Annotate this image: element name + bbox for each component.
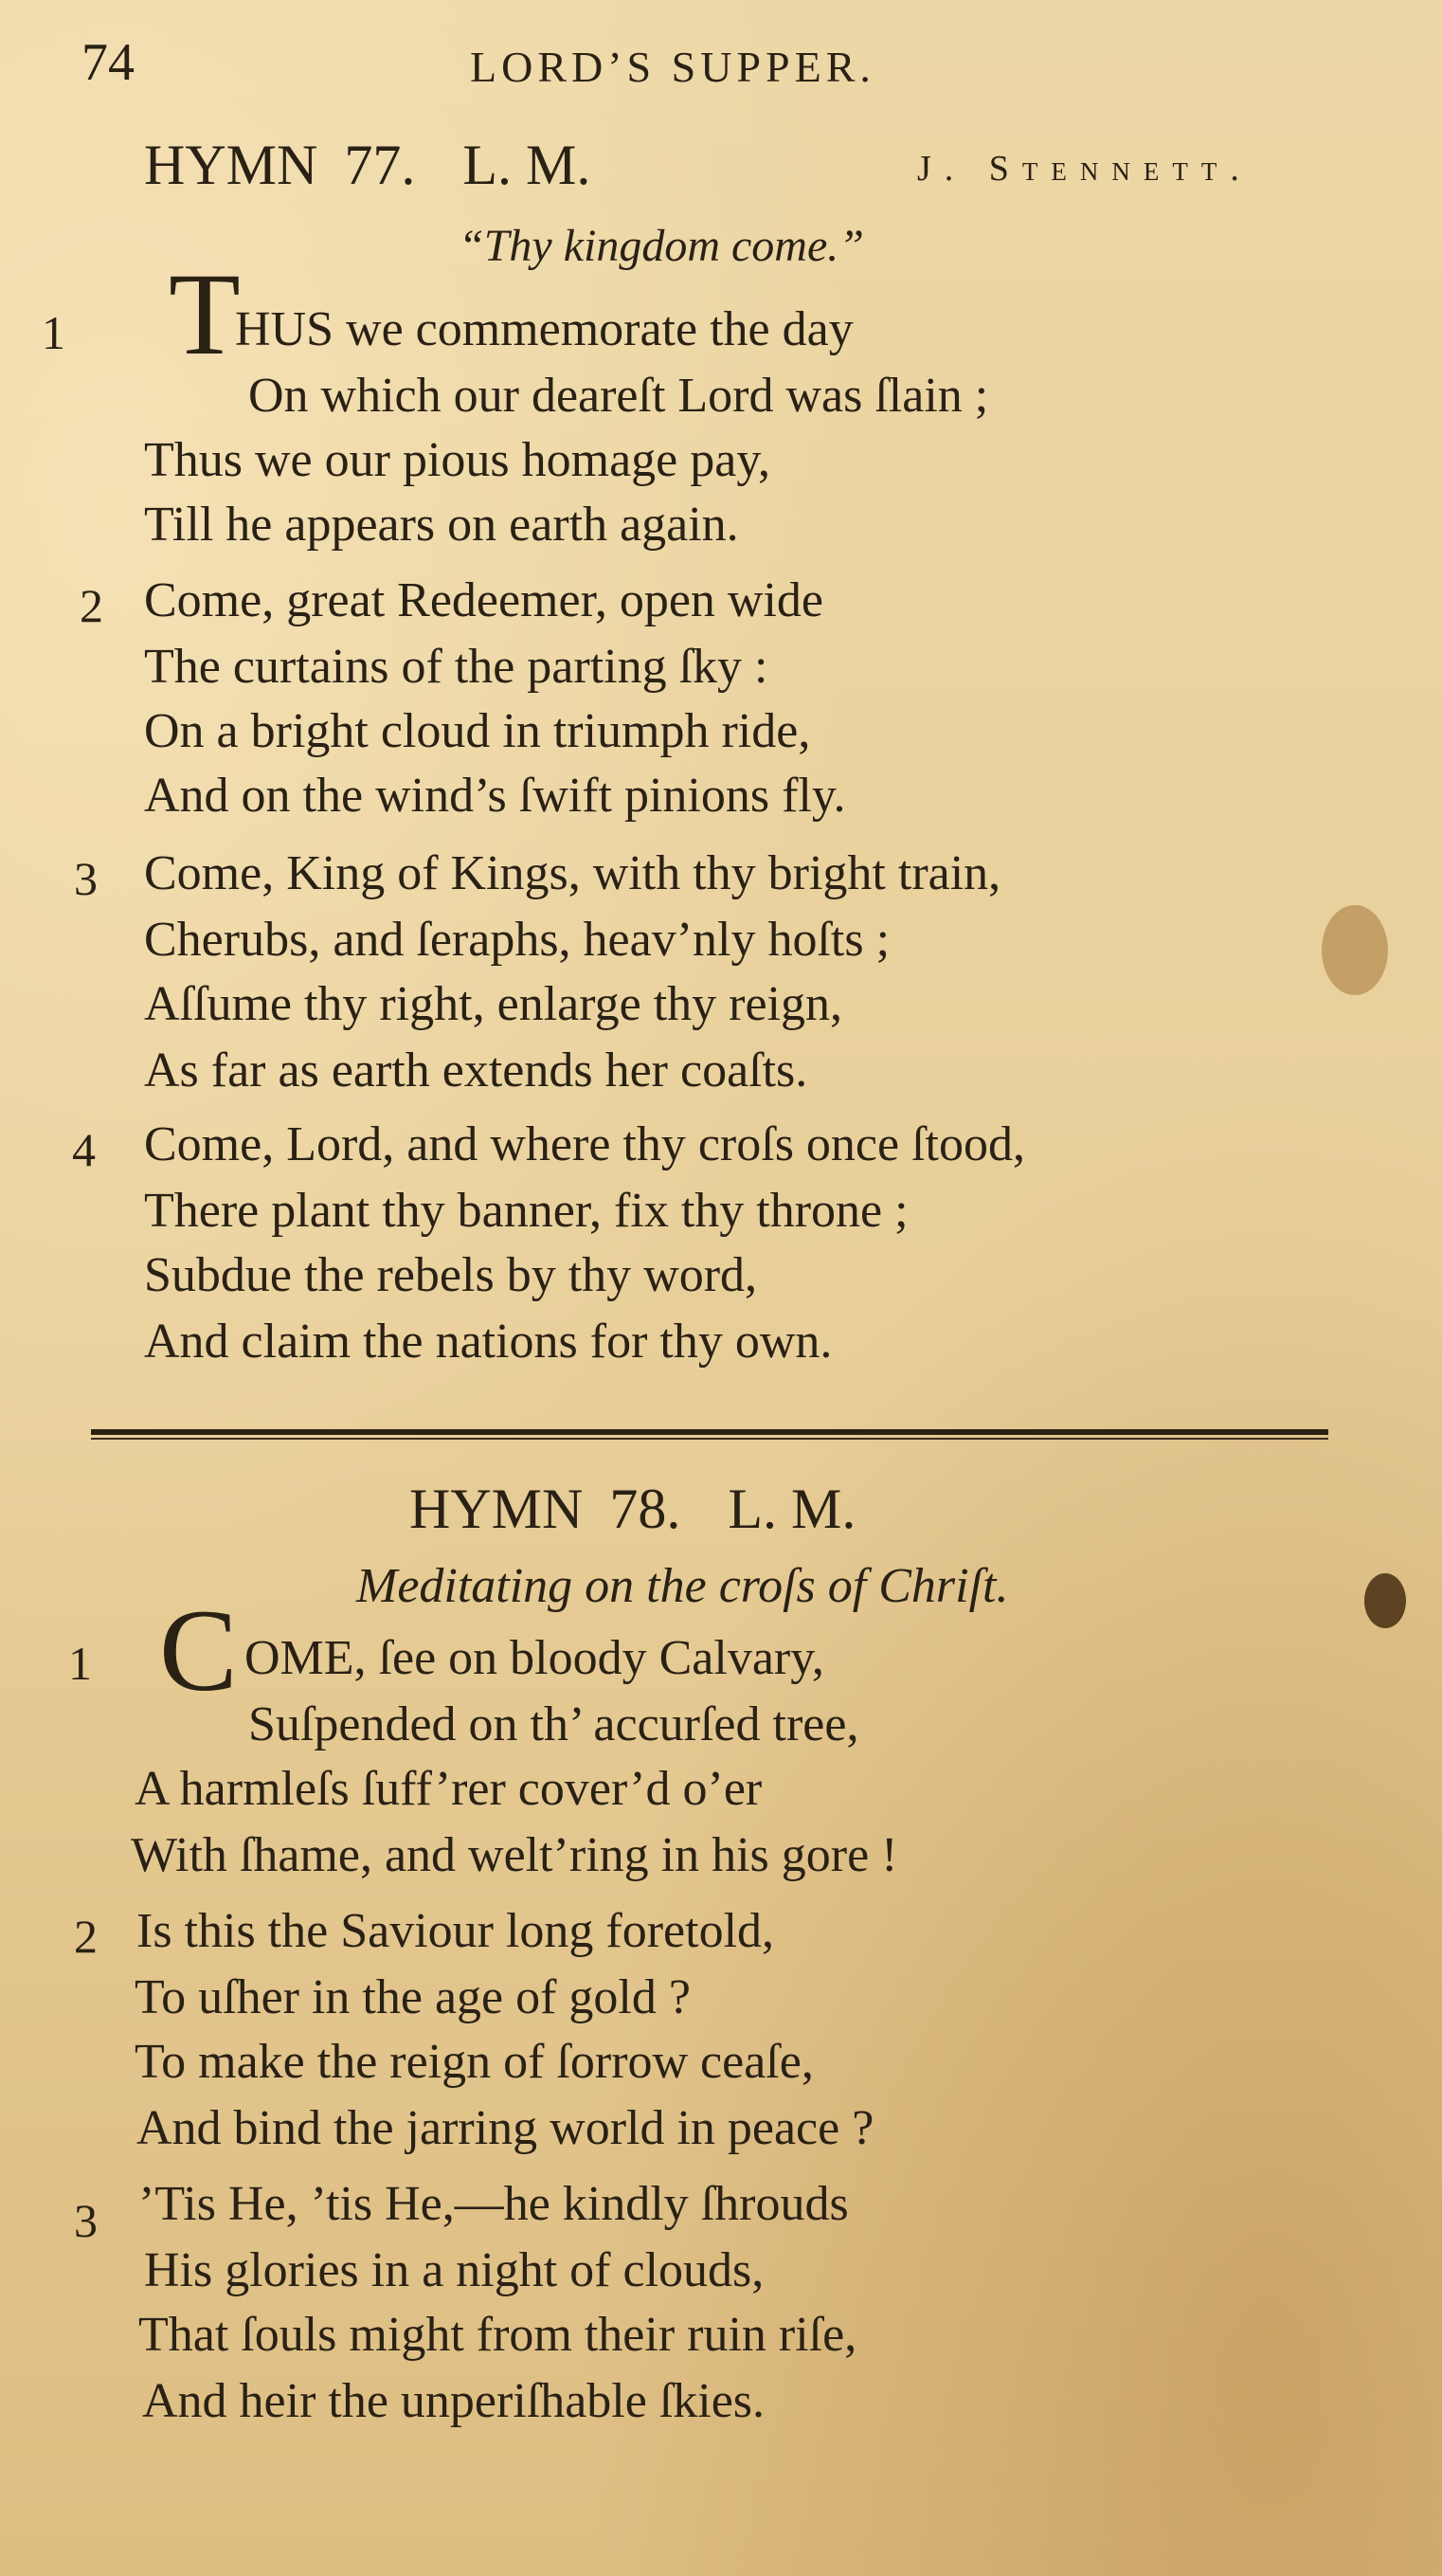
hymn-number: 77. <box>344 134 416 196</box>
verse-line: Come, great Redeemer, open wide <box>144 573 823 627</box>
verse-line: With ſhame, and welt’ring in his gore ! <box>131 1828 898 1882</box>
hymn-label: HYMN <box>409 1478 584 1540</box>
page-number: 74 <box>81 33 135 92</box>
verse-number: 3 <box>74 852 98 905</box>
hymn-subtitle: Meditating on the croſs of Chriſt. <box>356 1559 1009 1613</box>
hymn-meter: L. M. <box>728 1478 856 1540</box>
hymn-subtitle: “Thy kingdom come.” <box>459 221 864 271</box>
hymn-label: HYMN <box>144 134 318 196</box>
running-title: LORD’S SUPPER. <box>470 43 875 91</box>
verse-line: Come, King of Kings, with thy bright train, <box>144 846 1001 900</box>
verse-line: Cherubs, and ſeraphs, heav’nly hoſts ; <box>144 913 891 967</box>
verse-line: And on the wind’s ſwift pinions fly. <box>144 769 846 823</box>
section-divider <box>91 1429 1328 1435</box>
verse-line: A harmleſs ſuff’rer cover’d o’er <box>135 1762 763 1816</box>
verse-line: To uſher in the age of gold ? <box>135 1970 691 2024</box>
verse-line: That ſouls might from their ruin riſe, <box>138 2308 857 2362</box>
verse-line: To make the reign of ſorrow ceaſe, <box>135 2035 814 2089</box>
verse-line: Till he appears on earth again. <box>144 498 739 552</box>
verse-number: 2 <box>74 1910 98 1963</box>
hymn-number: 78. <box>609 1478 681 1540</box>
verse-line: And claim the nations for thy own. <box>144 1315 833 1369</box>
verse-line: And bind the jarring world in peace ? <box>136 2101 874 2155</box>
verse-line: ’Tis He, ’tis He,—he kindly ſhrouds <box>138 2177 849 2231</box>
verse-line: HUS we commemorate the day <box>235 302 854 356</box>
paper-stain <box>1322 905 1388 995</box>
verse-line: Suſpended on th’ accurſed tree, <box>248 1697 859 1751</box>
verse-number: 4 <box>72 1123 96 1176</box>
verse-line: On which our deareſt Lord was ſlain ; <box>248 369 989 423</box>
hymn-78-heading <box>409 1477 856 1542</box>
verse-number: 1 <box>42 306 65 359</box>
verse-number: 3 <box>74 2194 98 2247</box>
verse-line: As far as earth extends her coaſts. <box>144 1043 808 1098</box>
verse-line: Aſſume thy right, enlarge thy reign, <box>144 977 842 1031</box>
verse-number: 2 <box>80 579 103 632</box>
verse-line: Come, Lord, and where thy croſs once ſtood, <box>144 1117 1025 1171</box>
drop-cap: T <box>169 249 241 379</box>
verse-line: On a bright cloud in triumph ride, <box>144 704 811 758</box>
hymn-meter: L. M. <box>462 134 591 196</box>
verse-line: OME, ſee on bloody Calvary, <box>244 1631 824 1685</box>
hymn-77-heading <box>144 133 590 198</box>
verse-line: The curtains of the parting ſky : <box>144 640 768 694</box>
verse-number: 1 <box>68 1637 92 1690</box>
verse-line: Is this the Saviour long foretold, <box>136 1904 775 1958</box>
verse-line: His glories in a night of clouds, <box>144 2243 765 2297</box>
running-head <box>81 32 1275 99</box>
paper-stain <box>1364 1573 1406 1628</box>
verse-line: Subdue the rebels by thy word, <box>144 1248 758 1302</box>
verse-line: There plant thy banner, fix thy throne ; <box>144 1184 909 1238</box>
verse-line: And heir the unperiſhable ſkies. <box>142 2374 766 2428</box>
hymn-author: J. Stennett. <box>917 149 1253 189</box>
verse-line: Thus we our pious homage pay, <box>144 433 770 487</box>
drop-cap: C <box>159 1586 238 1715</box>
